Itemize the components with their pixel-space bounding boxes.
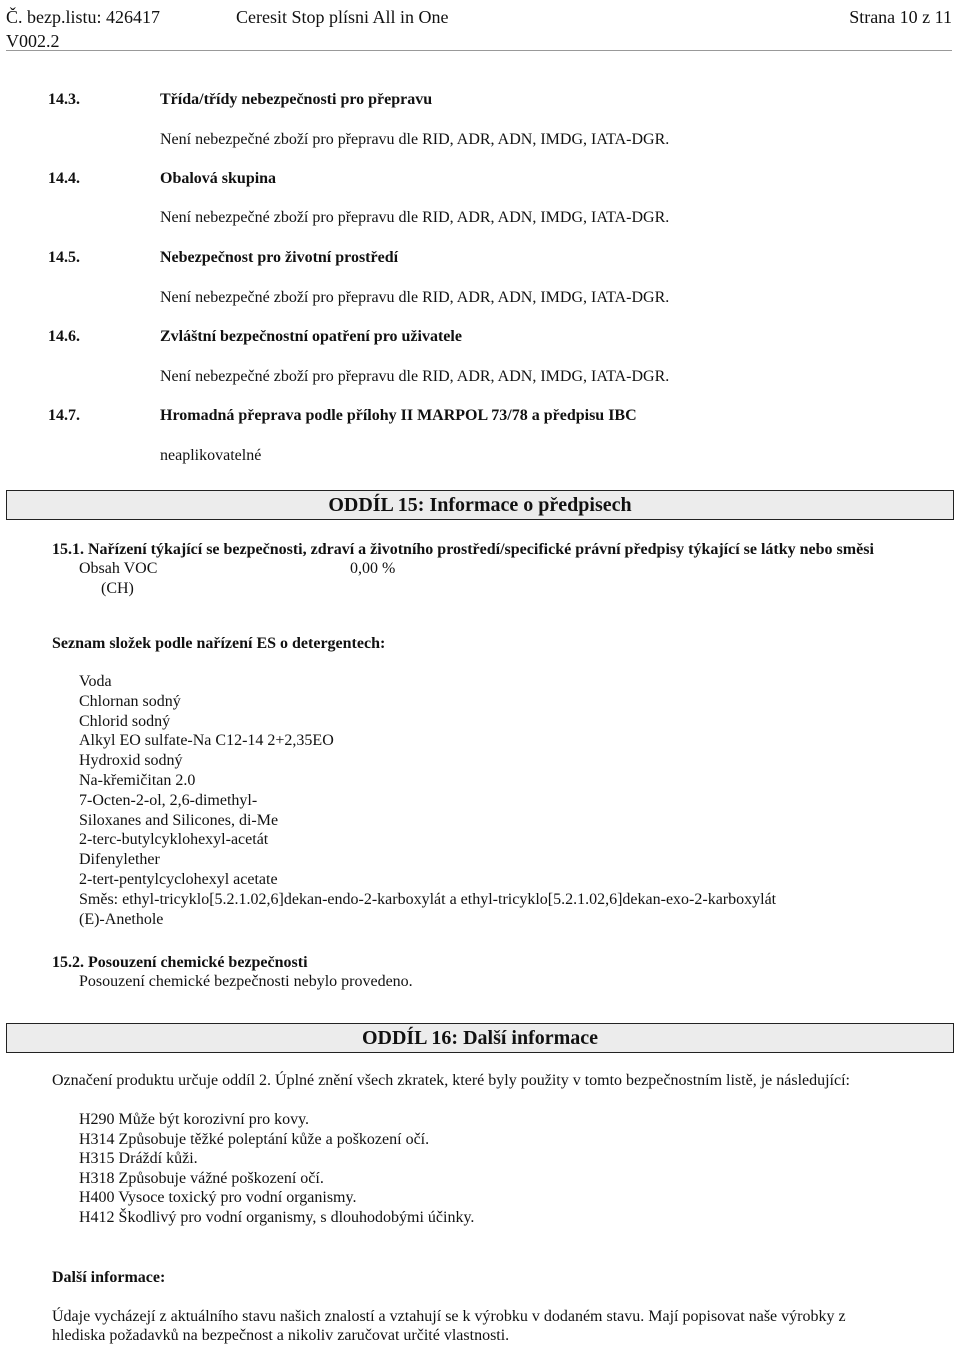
- section-15-2-heading: 15.2. Posouzení chemické bezpečnosti: [52, 954, 308, 971]
- list-item: Na-křemičitan 2.0: [79, 771, 196, 789]
- list-item: 2-tert-pentylcyclohexyl acetate: [79, 870, 278, 888]
- list-item: Difenylether: [79, 851, 160, 869]
- list-item: H400 Vysoce toxický pro vodní organismy.: [79, 1189, 357, 1207]
- further-info-line-2: hlediska požadavků na bezpečnost a nikoliv zaručovat určité vlastnosti.: [52, 1327, 510, 1344]
- list-item: 7-Octen-2-ol, 2,6-dimethyl-: [79, 791, 258, 809]
- abbreviations-intro: Označení produktu určuje oddíl 2. Úplné znění všech zkratek, které byly použity v tomto bezpečnostním listě, je následující:: [52, 1072, 850, 1089]
- section-number: 14.3.: [48, 91, 80, 108]
- page-header: [6, 4, 952, 51]
- list-item: H412 Škodlivý pro vodní organismy, s dlouhodobými účinky.: [79, 1208, 475, 1226]
- voc-value: 0,00 %: [350, 560, 396, 577]
- list-item: Voda: [79, 673, 112, 690]
- section-14-3-text: Není nebezpečné zboží pro přepravu dle RID, ADR, ADN, IMDG, IATA-DGR.: [160, 131, 670, 148]
- list-item: Siloxanes and Silicones, di-Me: [79, 811, 279, 829]
- section-14-5-text: Není nebezpečné zboží pro přepravu dle RID, ADR, ADN, IMDG, IATA-DGR.: [160, 289, 670, 306]
- section-15-1-heading: 15.1. Nařízení týkající se bezpečnosti, zdraví a životního prostředí/specifické právní předpisy týkající se látky nebo směsi: [52, 541, 874, 558]
- section-14-4-heading: [48, 169, 276, 188]
- list-item: Alkyl EO sulfate-Na C12-14 2+2,35EO: [79, 732, 334, 750]
- section-16-banner: ODDÍL 16: Další informace: [6, 1023, 954, 1053]
- section-15-2-text: Posouzení chemické bezpečnosti nebylo provedeno.: [79, 973, 413, 990]
- section-number: 14.6.: [48, 328, 80, 345]
- section-title: Nebezpečnost pro životní prostředí: [160, 249, 399, 266]
- list-item: H318 Způsobuje vážné poškození očí.: [79, 1169, 324, 1187]
- section-14-6-text: Není nebezpečné zboží pro přepravu dle RID, ADR, ADN, IMDG, IATA-DGR.: [160, 368, 670, 385]
- list-item: H314 Způsobuje těžké poleptání kůže a poškození očí.: [79, 1130, 430, 1148]
- section-title: Obalová skupina: [160, 170, 277, 187]
- list-item: Hydroxid sodný: [79, 752, 183, 770]
- section-number: 14.7.: [48, 407, 80, 424]
- section-14-3-heading: [48, 90, 432, 109]
- list-item: H290 Může být korozivní pro kovy.: [79, 1111, 310, 1128]
- section-title: Hromadná přeprava podle přílohy II MARPOL 73/78 a předpisu IBC: [160, 407, 637, 424]
- header-rule: [6, 50, 952, 51]
- list-item: Chlornan sodný: [79, 692, 181, 710]
- section-title: Třída/třídy nebezpečnosti pro přepravu: [160, 91, 433, 108]
- hazard-statement-list: [79, 1110, 474, 1228]
- further-info-heading: Další informace:: [52, 1269, 166, 1286]
- section-15-banner: ODDÍL 15: Informace o předpisech: [6, 490, 954, 520]
- list-item: 2-terc-butylcyklohexyl-acetát: [79, 831, 269, 849]
- list-item: Směs: ethyl-tricyklo[5.2.1.02,6]dekan-endo-2-karboxylát a ethyl-tricyklo[5.2.1.02,6]dekan-exo-2-karboxylát: [79, 890, 777, 908]
- further-info-line-1: Údaje vycházejí z aktuálního stavu našich znalostí a vztahují se k výrobku v dodaném stavu. Mají popisovat naše výrobky z: [52, 1308, 846, 1325]
- section-14-6-heading: [48, 327, 462, 346]
- ingredient-list: [79, 672, 776, 929]
- document-number: Č. bezp.listu: 426417: [6, 7, 160, 27]
- section-number: 14.4.: [48, 170, 80, 187]
- section-title: Zvláštní bezpečnostní opatření pro uživatele: [160, 328, 462, 345]
- section-14-7-text: neaplikovatelné: [160, 447, 262, 464]
- section-14-5-heading: [48, 248, 398, 267]
- voc-region: (CH): [101, 580, 134, 597]
- page-number: Strana 10 z 11: [849, 7, 952, 27]
- list-item: (E)-Anethole: [79, 910, 164, 928]
- section-14-7-heading: [48, 406, 637, 425]
- detergent-heading: Seznam složek podle nařízení ES o detergentech:: [52, 635, 386, 652]
- section-14-4-text: Není nebezpečné zboží pro přepravu dle RID, ADR, ADN, IMDG, IATA-DGR.: [160, 209, 670, 226]
- voc-label: Obsah VOC: [79, 560, 158, 577]
- list-item: Chlorid sodný: [79, 712, 171, 730]
- section-number: 14.5.: [48, 249, 80, 266]
- document-version: V002.2: [6, 31, 60, 51]
- product-name: Ceresit Stop plísni All in One: [236, 7, 449, 27]
- list-item: H315 Dráždí kůži.: [79, 1150, 198, 1168]
